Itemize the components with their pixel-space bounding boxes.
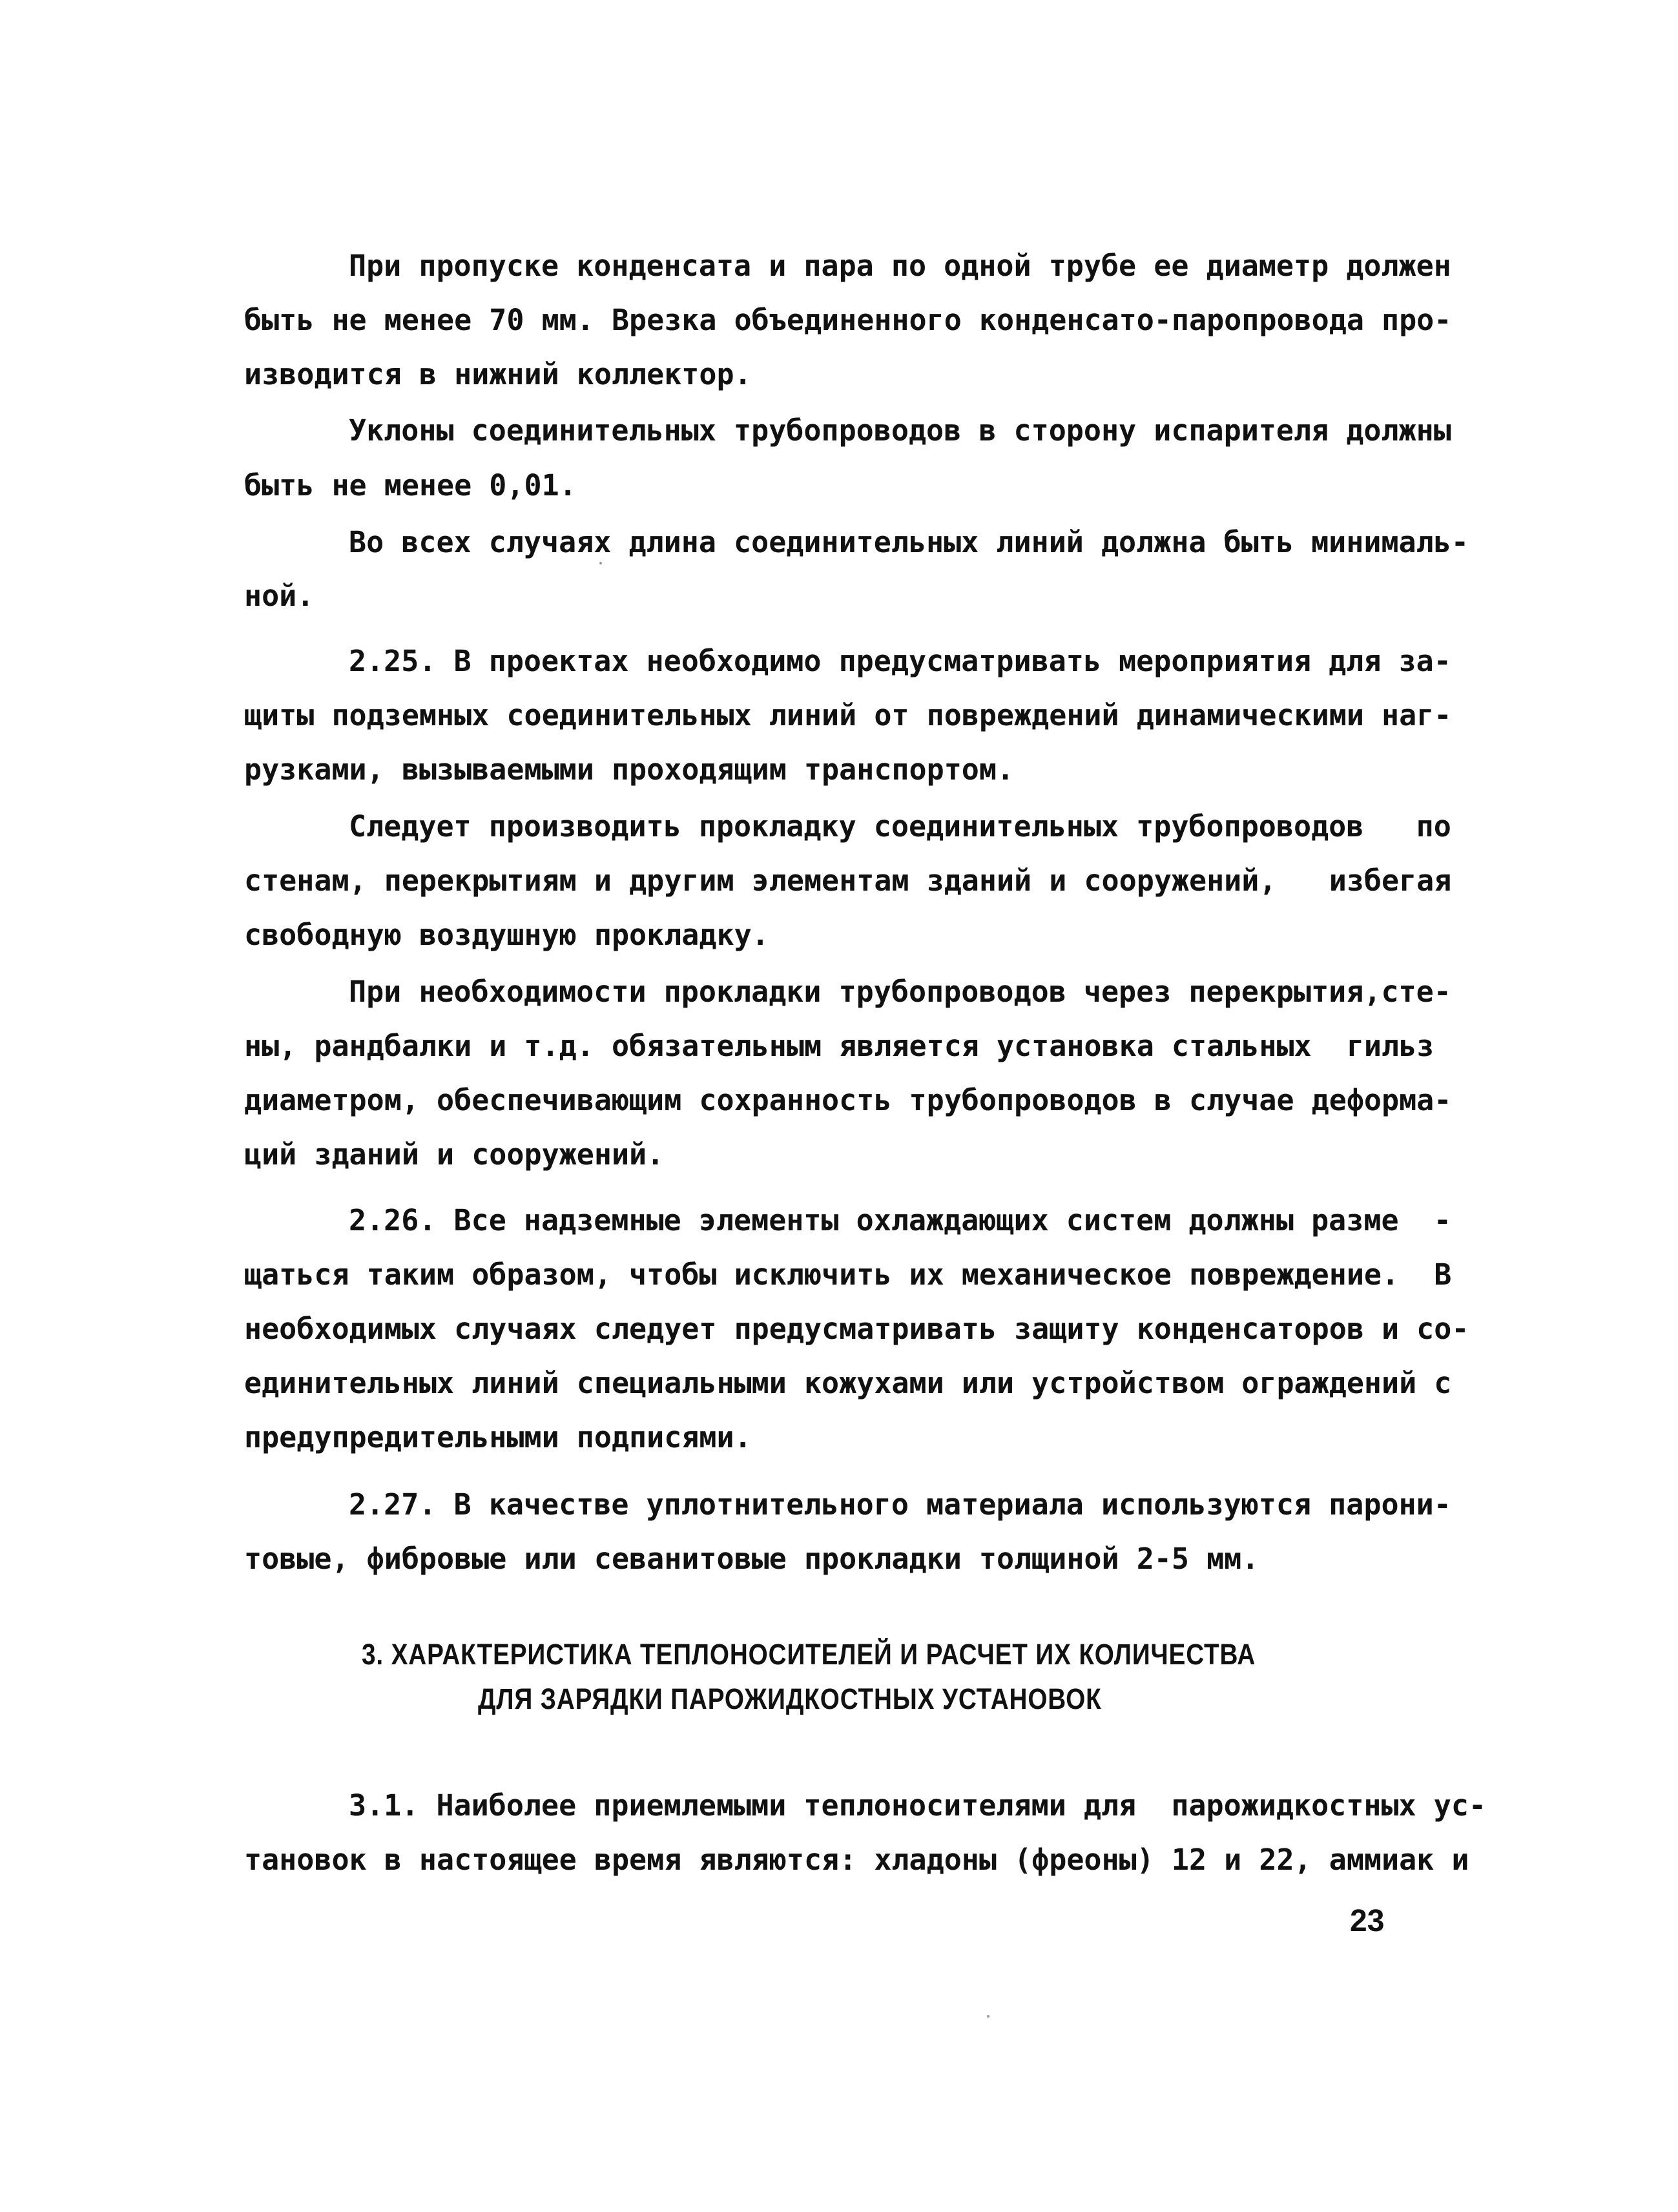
section-heading-line: 3. ХАРАКТЕРИСТИКА ТЕПЛОНОСИТЕЛЕЙ И РАСЧЕТ ИХ КОЛИЧЕСТВА <box>362 1638 1256 1671</box>
text-line: При необходимости прокладки трубопроводов через перекрытия,сте- <box>349 975 1451 1009</box>
text-line: товые, фибровые или севанитовые прокладки толщиной 2-5 мм. <box>244 1542 1259 1576</box>
text-line: диаметром, обеспечивающим сохранность трубопроводов в случае деформа- <box>244 1083 1452 1117</box>
text-line: 3.1. Наиболее приемлемыми теплоносителями для парожидкостных ус- <box>349 1788 1486 1823</box>
scan-speck <box>987 2015 989 2018</box>
text-line: стенам, перекрытиям и другим элементам зданий и сооружений, избегая <box>244 863 1452 898</box>
text-line: ны, рандбалки и т.д. обязательным является установка стальных гильз <box>244 1029 1435 1063</box>
section-heading-line: ДЛЯ ЗАРЯДКИ ПАРОЖИДКОСТНЫХ УСТАНОВОК <box>478 1682 1102 1715</box>
text-line: изводится в нижний коллектор. <box>244 357 752 391</box>
text-line: свободную воздушную прокладку. <box>244 918 769 952</box>
text-line: ций зданий и сооружений. <box>244 1137 665 1172</box>
text-line: рузками, вызываемыми проходящим транспортом. <box>244 752 1015 787</box>
text-line: Во всех случаях длина соединительных линий должна быть минималь- <box>349 525 1469 559</box>
text-line: щаться таким образом, чтобы исключить их механическое повреждение. В <box>244 1257 1452 1292</box>
text-line: предупредительными подписями. <box>244 1420 752 1454</box>
text-line: единительных линий специальными кожухами или устройством ограждений с <box>244 1366 1452 1400</box>
scan-speck <box>599 562 602 564</box>
page-number: 23 <box>1350 1904 1385 1938</box>
text-line: тановок в настоящее время являются: хладоны (фреоны) 12 и 22, аммиак и <box>244 1843 1469 1877</box>
text-line: быть не менее 70 мм. Врезка объединенного конденсато-паропровода про- <box>244 303 1452 337</box>
text-line: 2.27. В качестве уплотнительного материала используются парони- <box>349 1487 1451 1522</box>
text-line: 2.25. В проектах необходимо предусматривать мероприятия для за- <box>349 644 1451 678</box>
text-line: При пропуске конденсата и пара по одной трубе ее диаметр должен <box>349 249 1451 283</box>
text-line: быть не менее 0,01. <box>244 468 577 502</box>
text-line: щиты подземных соединительных линий от повреждений динамическими наг- <box>244 698 1452 732</box>
text-line: 2.26. Все надземные элементы охлаждающих систем должны разме - <box>349 1203 1451 1237</box>
text-line: ной. <box>244 579 315 613</box>
text-line: Следует производить прокладку соединительных трубопроводов по <box>349 809 1451 843</box>
text-line: Уклоны соединительных трубопроводов в сторону испарителя должны <box>349 413 1451 448</box>
text-line: необходимых случаях следует предусматривать защиту конденсаторов и со- <box>244 1312 1469 1346</box>
